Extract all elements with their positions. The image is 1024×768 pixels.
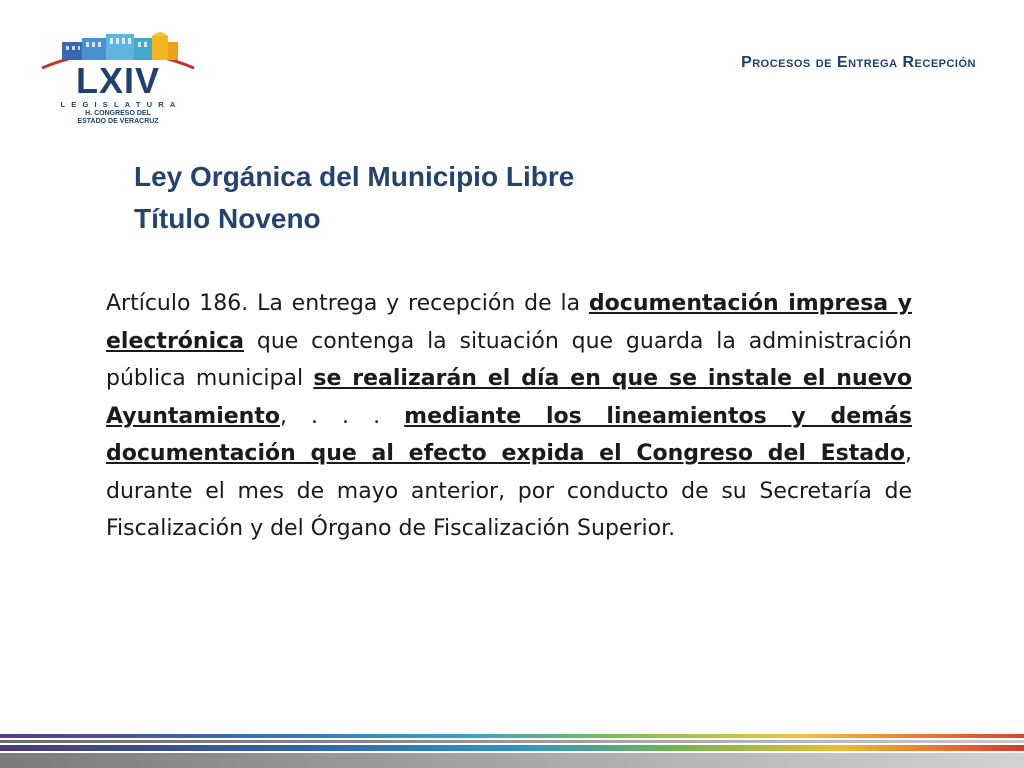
footer-color-stripes xyxy=(0,732,1024,768)
footer-stripe xyxy=(0,734,1024,738)
article-text-segment: que contenga la situación que guarda la administración pública municipal xyxy=(106,328,912,391)
slide-header-title: Procesos de Entrega Recepción xyxy=(741,54,976,71)
logo-congress-line2: ESTADO DE VERACRUZ xyxy=(77,118,159,125)
article-emphasis-segment: documentación impresa y electrónica xyxy=(106,291,912,354)
article-paragraph xyxy=(106,285,912,548)
document-title-line1: Ley Orgánica del Municipio Libre xyxy=(134,161,575,192)
logo-congress-text xyxy=(38,110,198,126)
footer-stripe xyxy=(0,740,1024,743)
article-text-segment: , . . . xyxy=(279,403,405,429)
footer-stripe xyxy=(0,753,1024,768)
logo-congress-line1: H. CONGRESO DEL xyxy=(85,110,151,117)
logo-legislatura-text: LEGISLATURA xyxy=(60,100,182,109)
article-text-segment: Artículo 186. La entrega y recepción de la xyxy=(106,291,589,316)
legislature-logo xyxy=(38,28,198,128)
article-emphasis-segment: se realizarán el día en que se instale el nuevo Ayuntamiento xyxy=(106,366,912,429)
article-emphasis-segment: mediante los lineamientos y demás documentación que al efecto expida el Congreso del Estado xyxy=(106,403,912,466)
logo-lxiv-text: LXIV xyxy=(75,60,160,101)
article-text-segment: , durante el mes de mayo anterior, por conducto de su Secretaría de Fiscalización y del Órgano de Fiscalización Superior. xyxy=(106,441,912,541)
document-title-line2: Título Noveno xyxy=(134,203,321,234)
document-title xyxy=(134,156,574,240)
footer-stripe xyxy=(0,745,1024,751)
